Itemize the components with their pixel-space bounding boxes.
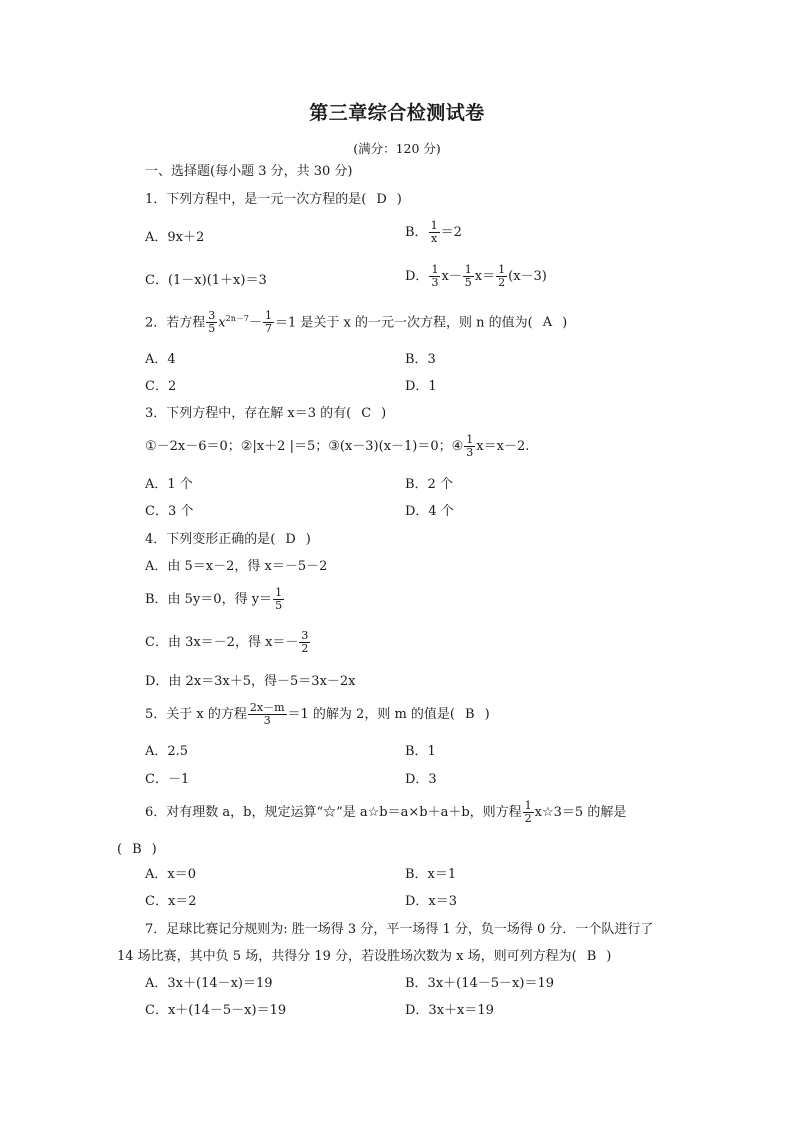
text-fragment: x☆3＝5 的解是 (534, 805, 627, 820)
text-fragment: ＝2 (440, 225, 462, 240)
fraction (429, 264, 440, 289)
text-fragment: ) (305, 532, 311, 547)
q7-option-a: A．3x＋(14－x)＝19 (145, 976, 273, 991)
section-heading: 一、选择题(每小题 3 分，共 30 分) (145, 164, 353, 179)
q3-option-c: C．3 个 (145, 504, 194, 519)
q1-option-c: C．(1－x)(1＋x)＝3 (145, 273, 267, 288)
q3-stem (145, 404, 386, 424)
text-fragment: 2 (524, 812, 532, 825)
q5-option-a: A．2.5 (145, 744, 189, 759)
text-fragment: 5 (275, 599, 283, 612)
text-fragment: 1 (431, 263, 439, 276)
q1-answer: D (376, 192, 387, 207)
text-fragment: 2 (498, 276, 506, 289)
text-fragment: 5 (208, 322, 216, 336)
q7-answer: B (586, 949, 597, 964)
q2-option-d: D．1 (405, 379, 437, 394)
text-fragment: 1 (466, 433, 474, 446)
q4-option-d: D．由 2x＝3x＋5，得－5＝3x－2x (145, 674, 356, 689)
q6-stem (145, 800, 626, 825)
q7-stem-line1: 7．足球比赛记分规则为: 胜一场得 3 分，平一场得 1 分，负一场得 0 分．一个队进行了 (145, 922, 654, 937)
text-fragment: 3 (263, 714, 271, 727)
text-fragment: D． (405, 269, 429, 284)
q3-equations (145, 434, 529, 459)
q7-option-b: B．3x＋(14－5－x)＝19 (405, 976, 554, 991)
text-fragment: C．由 3x＝－2，得 x＝－ (145, 635, 299, 650)
page-title: 第三章综合检测试卷 (309, 102, 485, 124)
q6-answer: B (132, 842, 142, 857)
text-fragment: ) (396, 192, 402, 207)
text-fragment: B．由 5y＝0，得 y＝ (145, 592, 273, 607)
q3-option-a: A．1 个 (145, 477, 193, 492)
q6-answer-line (117, 840, 157, 860)
q2-answer: A (542, 315, 553, 331)
q3-option-d: D．4 个 (405, 504, 454, 519)
text-fragment: 1 (275, 586, 283, 599)
fraction (464, 434, 475, 459)
text-fragment: x (218, 315, 226, 331)
text-fragment: 1 (264, 309, 272, 323)
text-fragment: B． (405, 225, 428, 240)
text-fragment: ＝1 的解为 2，则 m 的值是( (287, 707, 455, 722)
text-fragment: 1 (464, 263, 472, 276)
text-fragment: 1 (430, 219, 438, 232)
q7-option-c: C．x＋(14－5－x)＝19 (145, 1003, 287, 1018)
text-fragment: 2n－7 (225, 314, 249, 323)
text-fragment: 3 (466, 446, 474, 459)
q2-stem (145, 309, 567, 335)
q5-option-b: B．1 (405, 744, 436, 759)
fraction (496, 264, 507, 289)
text-fragment: x＝ (474, 269, 496, 284)
text-fragment: ) (381, 406, 387, 421)
q4-option-a: A．由 5＝x－2，得 x＝－5－2 (145, 559, 328, 574)
fraction (206, 310, 217, 335)
text-fragment: 3 (431, 276, 439, 289)
q2-option-a: A．4 (145, 352, 176, 367)
text-fragment: 1．下列方程中，是一元一次方程的是( (145, 192, 367, 207)
q2-option-c: C．2 (145, 379, 177, 394)
q4-option-b (145, 587, 285, 612)
q6-option-a: A．x＝0 (145, 867, 196, 882)
q5-option-c: C．－1 (145, 772, 190, 787)
q6-option-b: B．x＝1 (405, 867, 457, 882)
text-fragment: ) (484, 707, 490, 722)
text-fragment: ) (562, 315, 568, 331)
q2-option-b: B．3 (405, 352, 436, 367)
text-fragment: 5．关于 x 的方程 (145, 707, 247, 722)
fraction (273, 587, 284, 612)
text-fragment: ) (151, 842, 157, 857)
text-fragment: x (430, 232, 438, 245)
full-score: (满分：120 分) (353, 141, 441, 156)
text-fragment: ＝1 是关于 x 的一元一次方程，则 n 的值为( (274, 315, 533, 331)
q5-stem (145, 702, 490, 727)
text-fragment: ( (117, 842, 123, 857)
text-fragment: 4．下列变形正确的是( (145, 532, 276, 547)
q4-option-c (145, 630, 311, 655)
text-fragment: 3 (301, 629, 309, 642)
text-fragment: 7 (264, 322, 272, 336)
fraction (263, 310, 274, 335)
fraction (299, 630, 310, 655)
text-fragment: 2 (301, 642, 309, 655)
q5-answer: B (465, 707, 475, 722)
text-fragment: x－ (441, 269, 462, 284)
text-fragment: 1 (524, 799, 532, 812)
fraction (429, 220, 440, 245)
text-fragment: (x－3) (508, 269, 547, 284)
text-fragment: 6．对有理数 a，b，规定运算“☆”是 a☆b＝a×b＋a＋b，则方程 (145, 805, 522, 820)
q7-stem-line2 (117, 947, 611, 967)
text-fragment: x＝x－2. (476, 439, 530, 454)
q1-option-b (405, 220, 462, 245)
q1-option-d (405, 264, 547, 289)
text-fragment: ) (606, 949, 612, 964)
q1-stem (145, 190, 402, 210)
fraction (248, 702, 287, 727)
q4-stem (145, 530, 311, 550)
q6-option-c: C．x＝2 (145, 894, 197, 909)
fraction (463, 264, 474, 289)
q6-option-d: D．x＝3 (405, 894, 458, 909)
q3-answer: C (361, 406, 372, 421)
text-fragment: 1 (498, 263, 506, 276)
text-fragment: 5 (464, 276, 472, 289)
q3-option-b: B．2 个 (405, 477, 453, 492)
text-fragment: 3 (208, 309, 216, 323)
text-fragment: 2x－m (249, 701, 285, 714)
text-fragment: 3．下列方程中，存在解 x＝3 的有( (145, 406, 352, 421)
text-fragment: 14 场比赛，其中负 5 场，共得分 19 分，若设胜场次数为 x 场，则可列方程为( (117, 949, 577, 964)
q5-option-d: D．3 (405, 772, 437, 787)
q4-answer: D (285, 532, 296, 547)
q1-option-a: A．9x＋2 (145, 230, 205, 245)
q7-option-d: D．3x＋x＝19 (405, 1003, 494, 1018)
fraction (523, 800, 534, 825)
text-fragment: 2．若方程 (145, 315, 206, 331)
text-fragment: ①－2x－6＝0；②|x＋2 |＝5；③(x－3)(x－1)＝0；④ (145, 439, 464, 454)
text-fragment: － (248, 315, 262, 331)
